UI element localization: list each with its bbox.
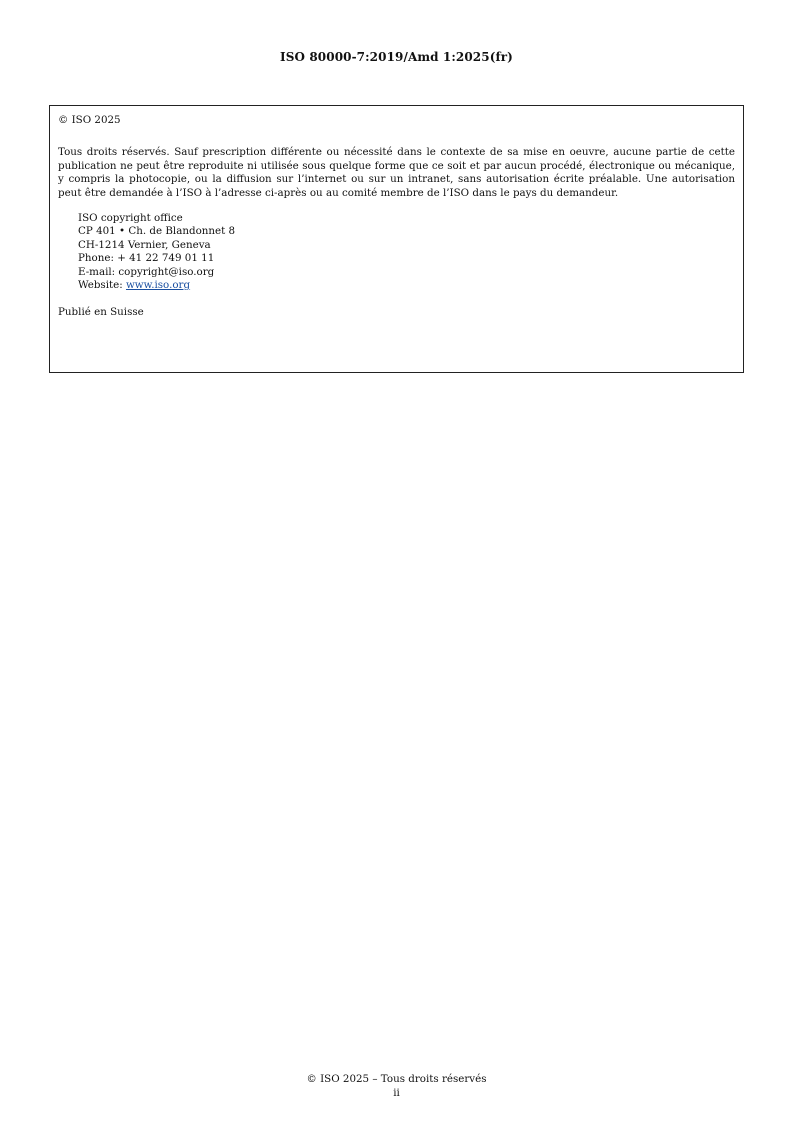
footer-copyright: © ISO 2025 – Tous droits réservés (306, 1073, 487, 1085)
address-city: CH-1214 Vernier, Geneva (78, 238, 211, 251)
address-phone: Phone: + 41 22 749 01 11 (78, 252, 215, 265)
copyright-line: © ISO 2025 (58, 114, 121, 126)
page-footer (0, 1072, 793, 1100)
website-link[interactable]: www.iso.org (125, 279, 191, 292)
address-website (78, 279, 735, 292)
rights-notice-text: Tous droits réservés. Sauf prescription différente ou nécessité dans le contexte de sa mise en oeuvre, aucune partie de cette publication ne peut être reproduite ni utilisée sous quelque forme que ce soit et par aucun procédé, électronique ou mécanique, y compris la photocopie, ou la diffusion sur l’internet ou sur un intranet, sans autorisation écrite préalable. Une autorisation peut être demandée à l’ISO à l’adresse ci-après ou au comité membre de l’ISO dans le pays du demandeur. (58, 146, 735, 199)
address-email: E-mail: copyright@iso.org (78, 265, 215, 278)
address-street: CP 401 • Ch. de Blandonnet 8 (78, 225, 236, 238)
copyright-notice-box (49, 105, 744, 373)
document-header-title: ISO 80000-7:2019/Amd 1:2025(fr) (280, 50, 513, 64)
website-label: Website: (78, 279, 126, 292)
address-block (78, 212, 735, 292)
published-location: Publié en Suisse (58, 306, 144, 319)
page-number: ii (393, 1087, 400, 1099)
address-office: ISO copyright office (78, 212, 183, 225)
